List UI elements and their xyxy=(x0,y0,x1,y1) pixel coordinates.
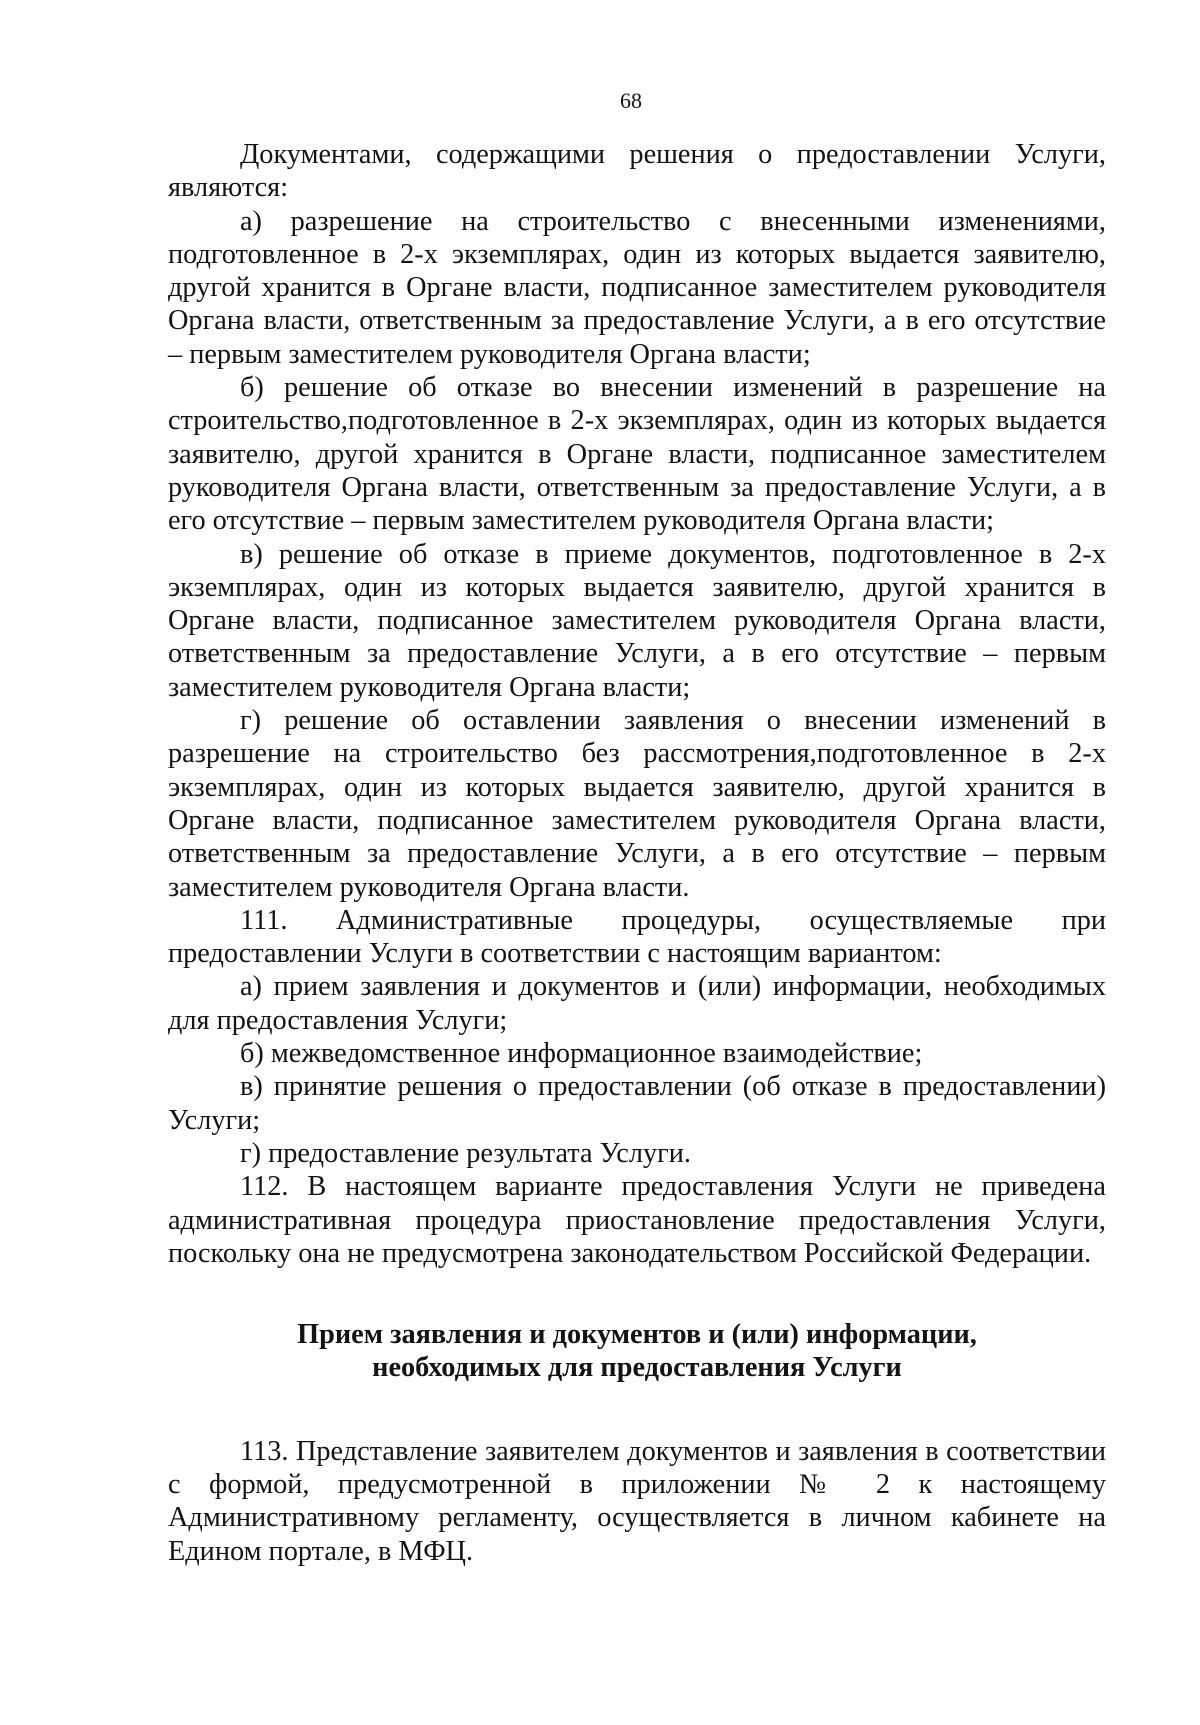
paragraph-item-a: а) разрешение на строительство с внесенными изменениями, подготовленное в 2-х экземплярах, один из которых выдается заявителю, другой хранится в Органе власти, подписанное заместителем руководителя Органа власти, ответственным за предоставление Услуги, а в его отсутствие – первым заместителем руководителя Органа власти; xyxy=(168,205,1106,370)
page-number: 68 xyxy=(620,88,642,113)
section-heading-line-1: Прием заявления и документов и (или) информации, xyxy=(297,1319,977,1351)
paragraph-intro: Документами, содержащими решения о предоставлении Услуги, являются: xyxy=(168,139,1106,204)
section-heading xyxy=(168,1318,1106,1385)
paragraph-item-g: г) решение об оставлении заявления о внесении изменений в разрешение на строительство без рассмотрения,подготовленное в 2-х экземплярах, один из которых выдается заявителю, другой хранится в Органе власти, подписанное заместителем руководителя Органа власти, ответственным за предоставление Услуги, а в его отсутствие – первым заместителем руководителя Органа власти. xyxy=(168,705,1106,903)
paragraph-111-v: в) принятие решения о предоставлении (об отказе в предоставлении) Услуги; xyxy=(168,1071,1106,1136)
paragraph-112: 112. В настоящем варианте предоставления Услуги не приведена административная процедура приостановление предоставления Услуги, поскольку она не предусмотрена законодательством Российской Федерации. xyxy=(168,1171,1106,1269)
paragraph-item-b: б) решение об отказе во внесении изменений в разрешение на строительство,подготовленное в 2-х экземплярах, один из которых выдается заявителю, другой хранится в Органе власти, подписанное заместителем руководителя Органа власти, ответственным за предоставление Услуги, а в его отсутствие – первым заместителем руководителя Органа власти; xyxy=(168,372,1106,537)
paragraph-113: 113. Представление заявителем документов и заявления в соответствии с формой, предусмотренной в приложении № 2 к настоящему Административному регламенту, осуществляется в личном кабинете на Едином портале, в МФЦ. xyxy=(168,1435,1106,1567)
section-spacer xyxy=(168,1385,1106,1435)
paragraph-item-v: в) решение об отказе в приеме документов, подготовленное в 2-х экземплярах, один из которых выдается заявителю, другой хранится в Органе власти, подписанное заместителем руководителя Органа власти, ответственным за предоставление Услуги, а в его отсутствие – первым заместителем руководителя Органа власти; xyxy=(168,538,1106,703)
paragraph-111: 111. Административные процедуры, осуществляемые при предоставлении Услуги в соответствии с настоящим вариантом: xyxy=(168,904,1106,970)
section-heading-line-2: необходимых для предоставления Услуги xyxy=(372,1352,902,1384)
paragraph-111-b: б) межведомственное информационное взаимодействие; xyxy=(240,1038,923,1070)
paragraph-111-a: а) прием заявления и документов и (или) информации, необходимых для предоставления Услуги; xyxy=(168,971,1106,1036)
document-body xyxy=(168,138,1106,1568)
paragraph-111-g: г) предоставление результата Услуги. xyxy=(240,1137,691,1169)
